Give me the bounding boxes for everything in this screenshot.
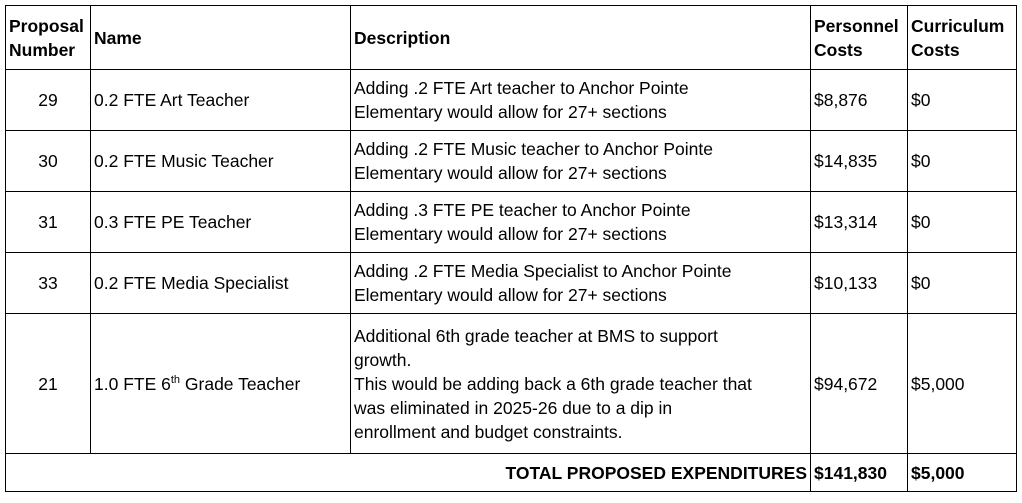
curriculum-cost: $0 bbox=[908, 192, 1017, 253]
curriculum-cost: $5,000 bbox=[908, 314, 1017, 454]
proposal-number: 21 bbox=[6, 314, 91, 454]
personnel-cost: $8,876 bbox=[811, 70, 908, 131]
table-row bbox=[6, 70, 1017, 131]
header-name: Name bbox=[91, 6, 351, 70]
proposal-description bbox=[351, 70, 811, 131]
description-line: Elementary would allow for 27+ sections bbox=[354, 224, 667, 244]
curriculum-cost: $0 bbox=[908, 131, 1017, 192]
description-line: Adding .3 FTE PE teacher to Anchor Pointe bbox=[354, 200, 691, 220]
header-personnel-costs: Personnel Costs bbox=[811, 6, 908, 70]
description-line: Elementary would allow for 27+ sections bbox=[354, 163, 667, 183]
description-line: was eliminated in 2025-26 due to a dip in bbox=[354, 397, 673, 418]
header-proposal-number: Proposal Number bbox=[6, 6, 91, 70]
proposal-name: 0.2 FTE Art Teacher bbox=[91, 70, 351, 131]
proposal-name: 0.2 FTE Media Specialist bbox=[91, 253, 351, 314]
proposal-number: 33 bbox=[6, 253, 91, 314]
personnel-cost: $13,314 bbox=[811, 192, 908, 253]
description-line: growth. bbox=[354, 349, 412, 370]
header-row bbox=[6, 6, 1017, 70]
name-ordinal-suffix: th bbox=[170, 373, 181, 386]
name-prefix: 1.0 FTE 6 bbox=[94, 373, 171, 394]
proposal-description bbox=[351, 253, 811, 314]
personnel-cost: $94,672 bbox=[811, 314, 908, 454]
proposal-name: 0.2 FTE Music Teacher bbox=[91, 131, 351, 192]
total-curriculum-cost: $5,000 bbox=[908, 454, 1017, 492]
proposal-name bbox=[91, 314, 351, 454]
total-personnel-cost: $141,830 bbox=[811, 454, 908, 492]
description-line: Elementary would allow for 27+ sections bbox=[354, 285, 667, 305]
proposal-description bbox=[351, 314, 811, 454]
proposal-number: 29 bbox=[6, 70, 91, 131]
description-line: This would be adding back a 6th grade teacher that bbox=[354, 373, 752, 394]
curriculum-cost: $0 bbox=[908, 70, 1017, 131]
table-row bbox=[6, 131, 1017, 192]
proposals-table bbox=[5, 5, 1017, 492]
proposal-description bbox=[351, 192, 811, 253]
description-line: Adding .2 FTE Art teacher to Anchor Pointe bbox=[354, 78, 689, 98]
proposal-description bbox=[351, 131, 811, 192]
total-row bbox=[6, 454, 1017, 492]
name-suffix: Grade Teacher bbox=[180, 373, 301, 394]
proposal-number: 31 bbox=[6, 192, 91, 253]
personnel-cost: $14,835 bbox=[811, 131, 908, 192]
personnel-cost: $10,133 bbox=[811, 253, 908, 314]
description-line: Additional 6th grade teacher at BMS to support bbox=[354, 325, 718, 346]
description-line: Elementary would allow for 27+ sections bbox=[354, 102, 667, 122]
header-curriculum-costs: Curriculum Costs bbox=[908, 6, 1017, 70]
table-row bbox=[6, 192, 1017, 253]
table-row bbox=[6, 253, 1017, 314]
header-description: Description bbox=[351, 6, 811, 70]
curriculum-cost: $0 bbox=[908, 253, 1017, 314]
table-row bbox=[6, 314, 1017, 454]
total-label: TOTAL PROPOSED EXPENDITURES bbox=[6, 454, 811, 492]
description-line: Adding .2 FTE Music teacher to Anchor Pointe bbox=[354, 139, 713, 159]
description-line: enrollment and budget constraints. bbox=[354, 421, 623, 442]
proposal-number: 30 bbox=[6, 131, 91, 192]
description-line: Adding .2 FTE Media Specialist to Anchor Pointe bbox=[354, 261, 732, 281]
proposal-name: 0.3 FTE PE Teacher bbox=[91, 192, 351, 253]
